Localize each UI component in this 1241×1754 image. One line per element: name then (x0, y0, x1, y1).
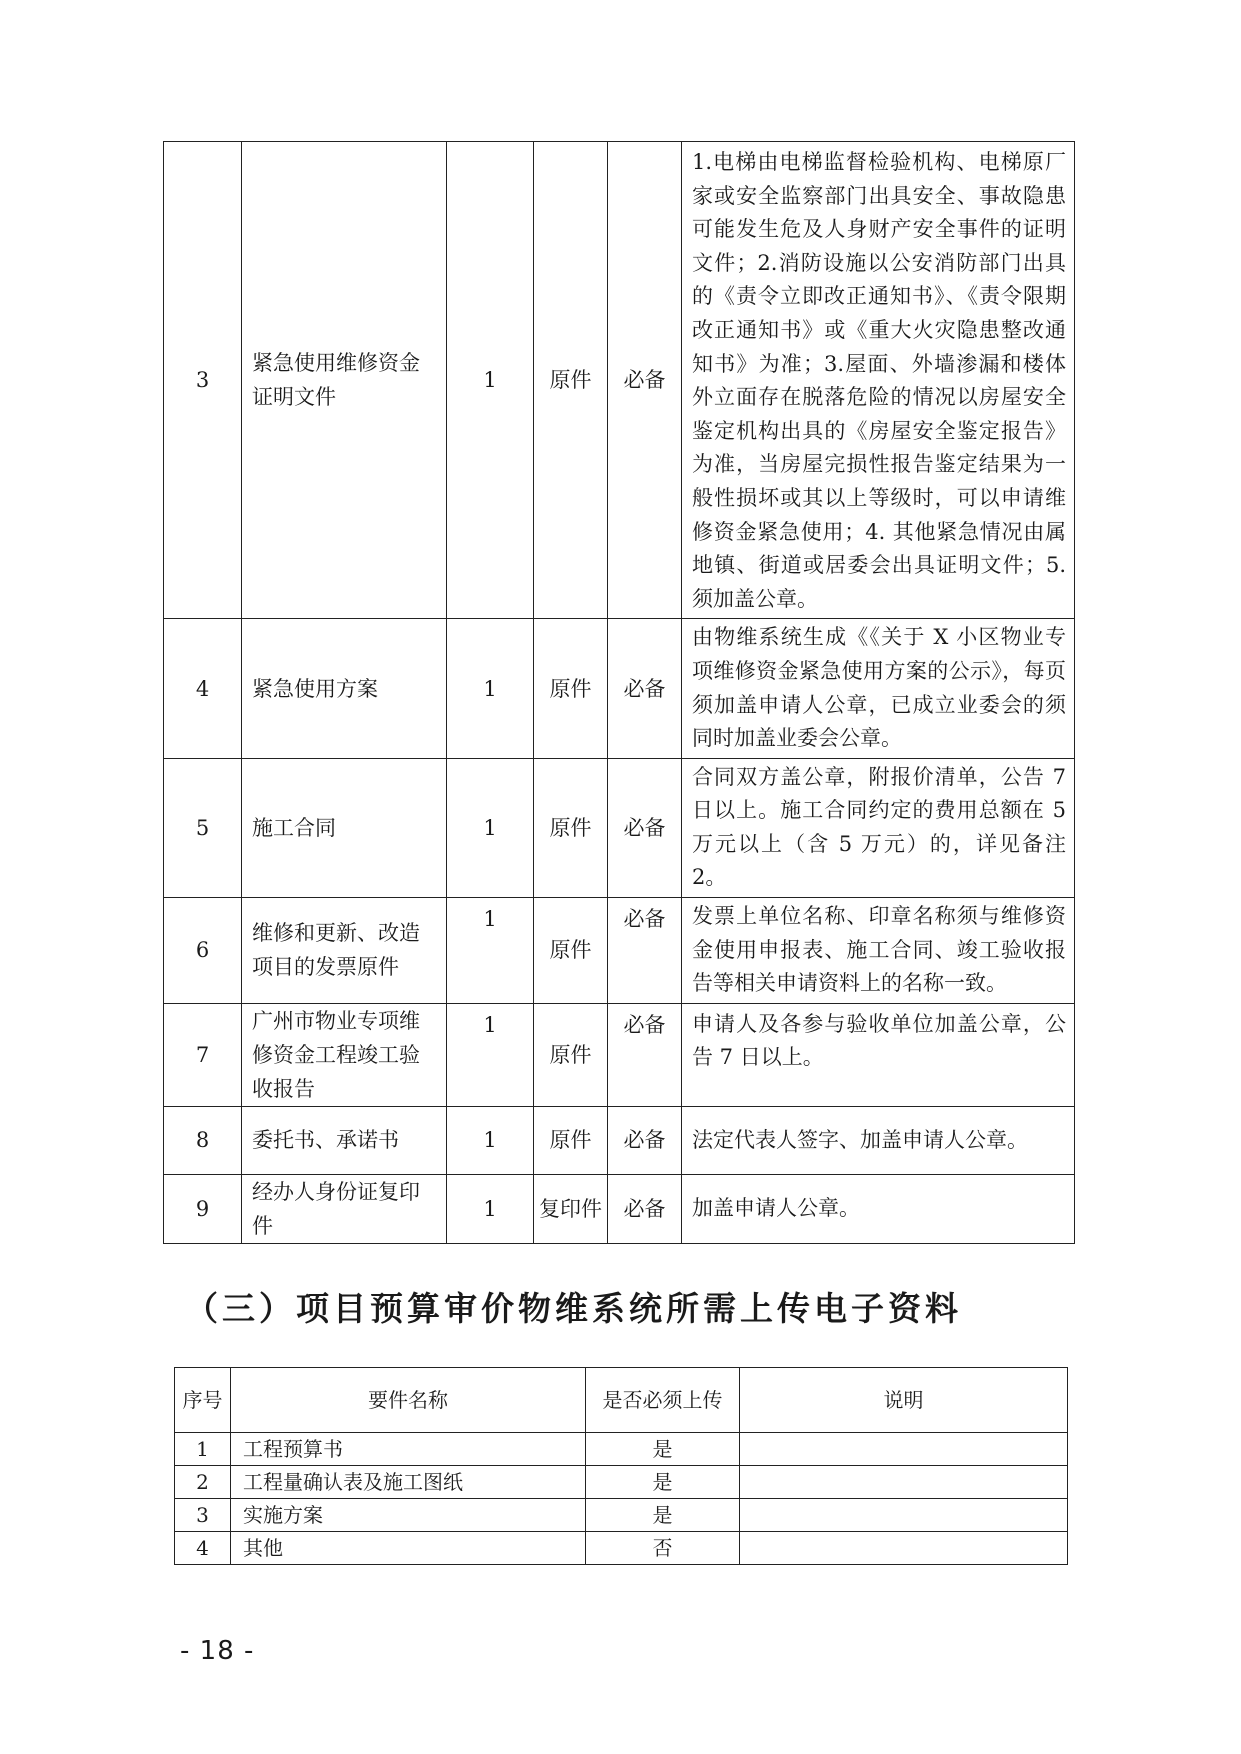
row-number: 9 (164, 1174, 242, 1243)
document-description: 法定代表人签字、加盖申请人公章。 (682, 1106, 1075, 1174)
document-quantity: 1 (447, 1003, 534, 1106)
row-number: 5 (164, 758, 242, 897)
table-row (164, 142, 1075, 619)
upload-required: 是 (586, 1499, 740, 1532)
document-name: 工程量确认表及施工图纸 (231, 1466, 586, 1499)
note (740, 1433, 1068, 1466)
required-status: 必备 (608, 142, 682, 619)
document-name: 工程预算书 (231, 1433, 586, 1466)
row-number: 8 (164, 1106, 242, 1174)
header-number: 序号 (175, 1368, 231, 1433)
document-description: 加盖申请人公章。 (682, 1174, 1075, 1243)
note (740, 1466, 1068, 1499)
document-quantity: 1 (447, 142, 534, 619)
document-name: 紧急使用维修资金证明文件 (242, 142, 447, 619)
document-description: 由物维系统生成《《关于 X 小区物业专项维修资金紧急使用方案的公示》，每页须加盖申请人公章，已成立业委会的须同时加盖业委会公章。 (682, 619, 1075, 758)
materials-table (163, 141, 1075, 1244)
document-name: 紧急使用方案 (242, 619, 447, 758)
document-name: 广州市物业专项维修资金工程竣工验收报告 (242, 1003, 447, 1106)
table-row (164, 1003, 1075, 1106)
document-description: 1.电梯由电梯监督检验机构、电梯原厂家或安全监察部门出具安全、事故隐患可能发生危及人身财产安全事件的证明文件；2.消防设施以公安消防部门出具的《责令立即改正通知书》、《责令限期改正通知书》或《重大火灾隐患整改通知书》为准；3.屋面、外墙渗漏和楼体外立面存在脱落危险的情况以房屋安全鉴定机构出具的《房屋安全鉴定报告》为准，当房屋完损性报告鉴定结果为一般性损坏或其以上等级时，可以申请维修资金紧急使用；4. 其他紧急情况由属地镇、街道或居委会出具证明文件；5.须加盖公章。 (682, 142, 1075, 619)
note (740, 1499, 1068, 1532)
document-type: 原件 (534, 619, 608, 758)
document-quantity: 1 (447, 1174, 534, 1243)
document-quantity: 1 (447, 898, 534, 1004)
required-status: 必备 (608, 1106, 682, 1174)
section-heading: （三）项目预算审价物维系统所需上传电子资料 (185, 1289, 962, 1328)
table-row (164, 619, 1075, 758)
row-number: 4 (175, 1532, 231, 1565)
table-row (164, 1174, 1075, 1243)
document-description: 申请人及各参与验收单位加盖公章，公告 7 日以上。 (682, 1003, 1075, 1106)
document-name: 维修和更新、改造项目的发票原件 (242, 898, 447, 1004)
header-document-name: 要件名称 (231, 1368, 586, 1433)
row-number: 2 (175, 1466, 231, 1499)
row-number: 3 (164, 142, 242, 619)
document-type: 原件 (534, 1106, 608, 1174)
document-quantity: 1 (447, 1106, 534, 1174)
document-type: 原件 (534, 758, 608, 897)
header-note: 说明 (740, 1368, 1068, 1433)
document-quantity: 1 (447, 758, 534, 897)
note (740, 1532, 1068, 1565)
document-description: 合同双方盖公章，附报价清单，公告 7 日以上。施工合同约定的费用总额在 5 万元以上（含 5 万元）的，详见备注 2。 (682, 758, 1075, 897)
row-number: 4 (164, 619, 242, 758)
document-name: 施工合同 (242, 758, 447, 897)
document-name: 经办人身份证复印件 (242, 1174, 447, 1243)
document-description: 发票上单位名称、印章名称须与维修资金使用申报表、施工合同、竣工验收报告等相关申请资料上的名称一致。 (682, 898, 1075, 1004)
row-number: 6 (164, 898, 242, 1004)
upload-required: 是 (586, 1466, 740, 1499)
table-row (175, 1532, 1068, 1565)
document-type: 原件 (534, 142, 608, 619)
upload-required: 是 (586, 1433, 740, 1466)
required-status: 必备 (608, 758, 682, 897)
document-quantity: 1 (447, 619, 534, 758)
table-row (164, 758, 1075, 897)
document-name: 其他 (231, 1532, 586, 1565)
upload-materials-table (174, 1367, 1068, 1565)
document-name: 实施方案 (231, 1499, 586, 1532)
document-type: 复印件 (534, 1174, 608, 1243)
upload-required: 否 (586, 1532, 740, 1565)
table-header-row (175, 1368, 1068, 1433)
row-number: 3 (175, 1499, 231, 1532)
table-row (175, 1499, 1068, 1532)
required-status: 必备 (608, 619, 682, 758)
page-number: - 18 - (180, 1636, 255, 1666)
table-row (164, 1106, 1075, 1174)
required-status: 必备 (608, 898, 682, 1004)
document-name: 委托书、承诺书 (242, 1106, 447, 1174)
header-upload-required: 是否必须上传 (586, 1368, 740, 1433)
table-row (164, 898, 1075, 1004)
table-row (175, 1466, 1068, 1499)
required-status: 必备 (608, 1174, 682, 1243)
required-status: 必备 (608, 1003, 682, 1106)
document-type: 原件 (534, 1003, 608, 1106)
row-number: 7 (164, 1003, 242, 1106)
row-number: 1 (175, 1433, 231, 1466)
document-type: 原件 (534, 898, 608, 1004)
table-row (175, 1433, 1068, 1466)
